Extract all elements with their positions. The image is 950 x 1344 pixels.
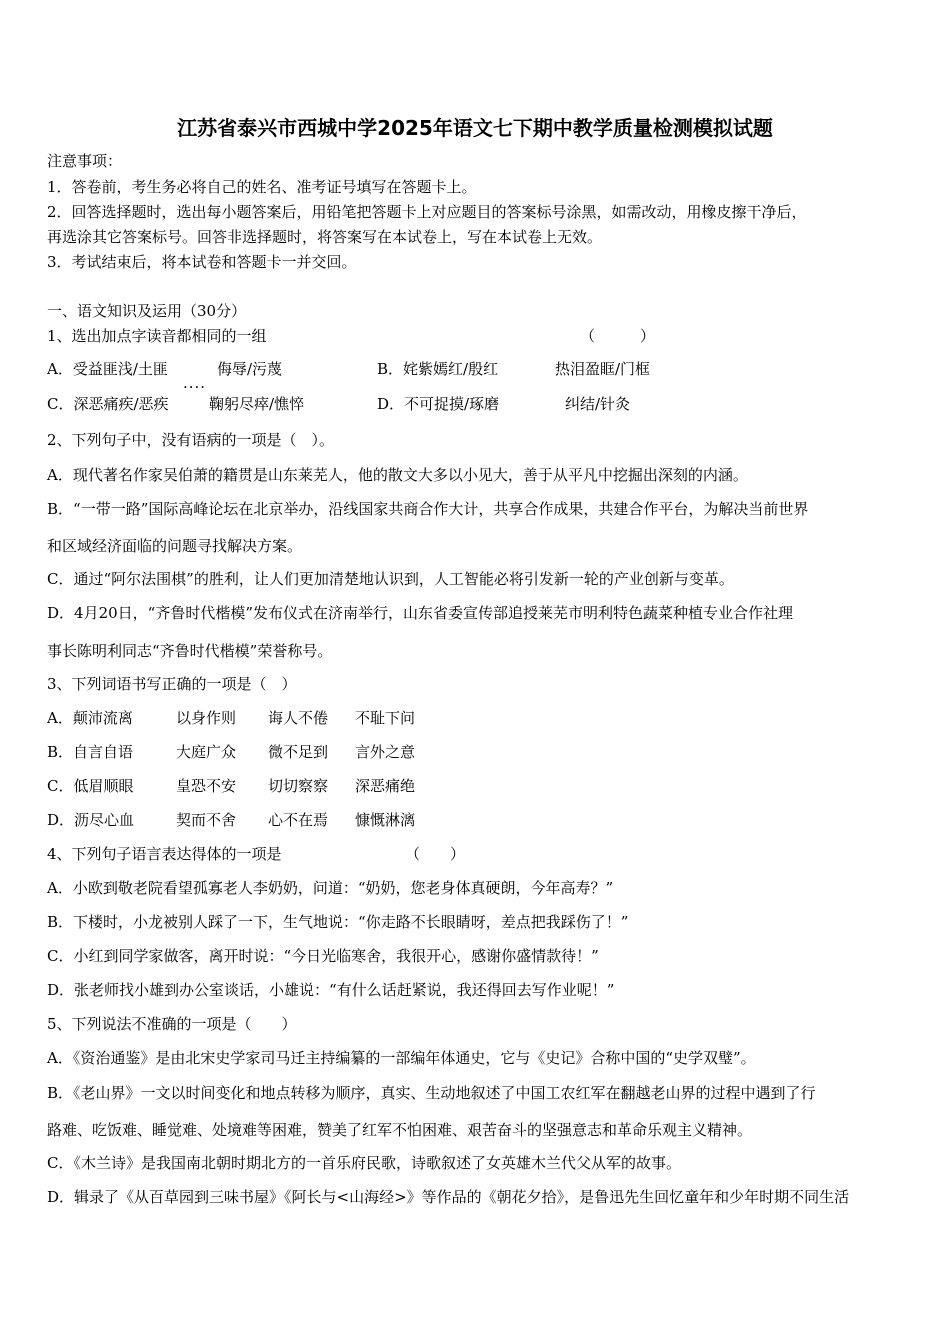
q5-option-a: A．《资治通鉴》是由北宋史学家司马迁主持编纂的一部编年体通史，它与《史记》合称中国的“史学双璧”。 [47, 1049, 756, 1067]
q1-answer-paren: （ ） [580, 327, 656, 345]
q3-word: 契而不舍 [176, 811, 237, 829]
q1-options-row-1 [47, 360, 910, 378]
q3-word: 言外之意 [355, 743, 416, 761]
q1-option-c: C．深恶痛疾/恶疾 [47, 395, 169, 413]
q4-stem: 4、下列句子语言表达得体的一项是 [47, 845, 282, 863]
notice-item: 1．答卷前，考生务必将自己的姓名、准考证号填写在答题卡上。 [47, 178, 477, 196]
q3-word: A．颠沛流离 [47, 709, 133, 727]
q1-option-c-2: 鞠躬尽瘁/憔悴 [209, 395, 305, 413]
q3-option-row [47, 811, 910, 829]
q1-stem: 1、选出加点字读音都相同的一组 [47, 327, 267, 345]
q1-option-b-2: 热泪盈眶/门框 [555, 360, 651, 378]
q3-option-row [47, 777, 910, 795]
q3-word: 大庭广众 [176, 743, 237, 761]
q3-word: D．沥尽心血 [47, 811, 135, 829]
page-title: 江苏省泰兴市西城中学2025年语文七下期中教学质量检测模拟试题 [177, 116, 773, 140]
q3-word: 诲人不倦 [268, 709, 329, 727]
notice-item: 3．考试结束后，将本试卷和答题卡一并交回。 [47, 253, 357, 271]
q2-option-a: A．现代著名作家吴伯萧的籍贯是山东莱芜人，他的散文大多以小见大，善于从平凡中挖掘出深刻的内涵。 [47, 466, 748, 484]
q2-option-d-cont: 事长陈明利同志“齐鲁时代楷模”荣誉称号。 [47, 642, 333, 660]
q1-option-b: B．姹紫嫣红/殷红 [377, 360, 499, 378]
q4-option-d: D．张老师找小雄到办公室谈话，小雄说：“有什么话赶紧说，我还得回去写作业呢！” [47, 981, 615, 999]
q3-word: 微不足到 [268, 743, 329, 761]
q3-word: 以身作则 [176, 709, 237, 727]
q3-word: 切切察察 [268, 777, 329, 795]
q3-word: B．自言自语 [47, 743, 134, 761]
q3-option-row [47, 743, 910, 761]
q1-option-d-2: 纠结/针灸 [565, 395, 631, 413]
notice-item: 再选涂其它答案标号。回答非选择题时，将答案写在本试卷上，写在本试卷上无效。 [47, 228, 603, 246]
q3-option-row [47, 709, 910, 727]
q2-option-d: D．4月20日，“齐鲁时代楷模”发布仪式在济南举行，山东省委宣传部追授莱芜市明利特色蔬菜种植专业合作社理 [47, 604, 793, 622]
q4-answer-paren: （ ） [405, 845, 466, 863]
section-heading: 一、语文知识及运用（30分） [47, 302, 247, 320]
q4-option-a: A．小欧到敬老院看望孤寡老人李奶奶，问道：“奶奶，您老身体真硬朗，今年高寿？” [47, 879, 614, 897]
q2-option-b: B．“一带一路”国际高峰论坛在北京举办，沿线国家共商合作大计，共享合作成果，共建合作平台，为解决当前世界 [47, 500, 809, 518]
q5-stem: 5、下列说法不准确的一项是（ ） [47, 1015, 297, 1033]
q3-word: 心不在焉 [268, 811, 329, 829]
q5-option-b-cont: 路难、吃饭难、睡觉难、处境难等困难，赞美了红军不怕困难、艰苦奋斗的坚强意志和革命乐观主义精神。 [47, 1121, 753, 1139]
q5-option-b: B．《老山界》一文以时间变化和地点转移为顺序，真实、生动地叙述了中国工农红军在翻越老山界的过程中遇到了行 [47, 1084, 816, 1102]
notice-heading: 注意事项： [47, 152, 123, 170]
q3-word: C．低眉顺眼 [47, 777, 134, 795]
q3-word: 慷慨淋漓 [355, 811, 416, 829]
q5-option-d: D．辑录了《从百草园到三味书屋》《阿长与<山海经>》等作品的《朝花夕拾》，是鲁迅先生回忆童年和少年时期不同生活 [47, 1188, 850, 1206]
q5-option-c: C．《木兰诗》是我国南北朝时期北方的一首乐府民歌，诗歌叙述了女英雄木兰代父从军的故事。 [47, 1154, 681, 1172]
q4-option-b: B．下楼时，小龙被别人踩了一下，生气地说：“你走路不长眼睛呀，差点把我踩伤了！” [47, 913, 629, 931]
q2-option-b-cont: 和区域经济面临的问题寻找解决方案。 [47, 537, 303, 555]
q3-word: 深恶痛绝 [355, 777, 416, 795]
q1-option-d: D．不可捉摸/琢磨 [377, 395, 500, 413]
q4-option-c: C．小红到同学家做客，离开时说：“今日光临寒舍，我很开心，感谢你盛情款待！” [47, 947, 599, 965]
q3-word: 不耻下问 [355, 709, 416, 727]
q1-option-a-2: 侮辱/污蔑 [217, 360, 283, 378]
q1-option-a: A．受益匪浅/土匪 [47, 360, 168, 378]
q3-stem: 3、下列词语书写正确的一项是（ ） [47, 675, 297, 693]
q3-word: 皇恐不安 [176, 777, 237, 795]
q2-stem: 2、下列句子中，没有语病的一项是（ ）。 [47, 431, 335, 449]
emphasis-dots: .... [183, 374, 207, 392]
notice-item: 2．回答选择题时，选出每小题答案后，用铅笔把答题卡上对应题目的答案标号涂黑，如需改动，用橡皮擦干净后， [47, 203, 807, 221]
q2-option-c: C．通过“阿尔法围棋”的胜利，让人们更加清楚地认识到，人工智能必将引发新一轮的产业创新与变革。 [47, 570, 734, 588]
q1-options-row-2 [47, 395, 910, 413]
